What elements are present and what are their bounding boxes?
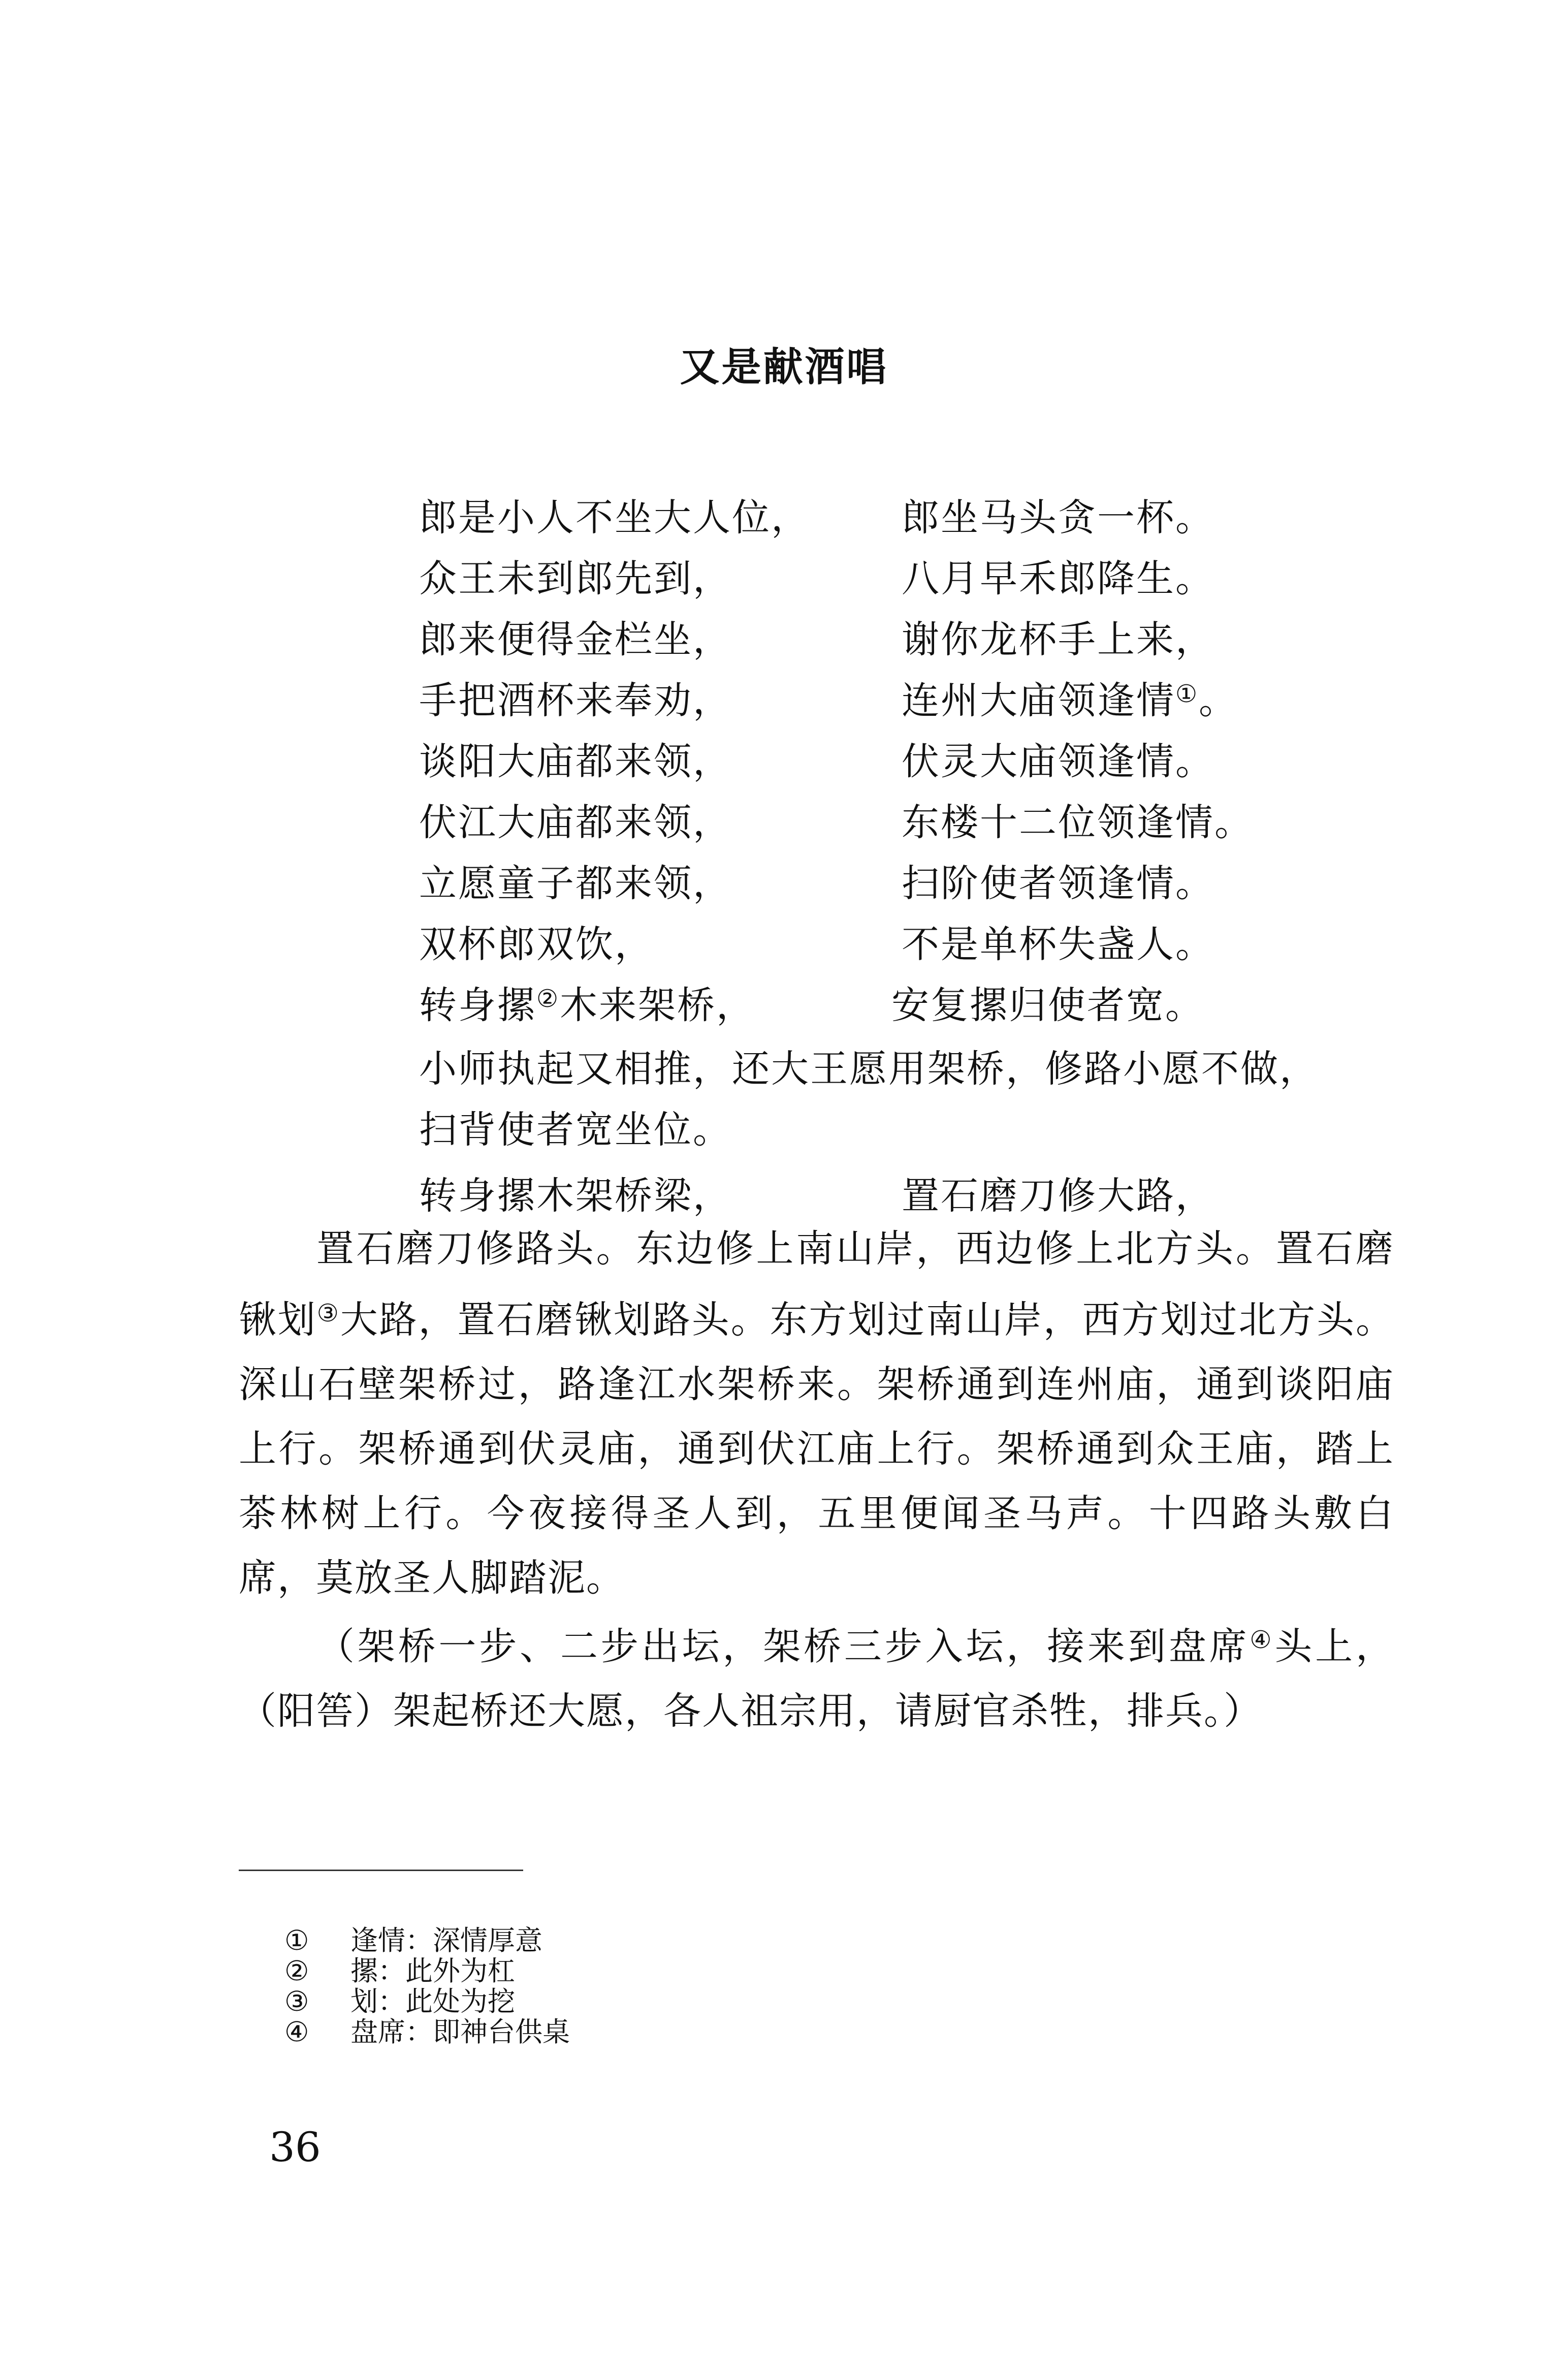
verse-right: 东楼十二位领逢情。: [902, 801, 1254, 844]
prose-line: 扫背使者宽坐位。: [419, 1108, 732, 1152]
verse-left-pre: 转身摞: [419, 984, 536, 1027]
footnote-text: 盘席：即神台供桌: [350, 2016, 570, 2048]
verse-left: 伏江大庙都来领，: [419, 801, 732, 844]
footnote-mark: ②: [284, 1955, 309, 1987]
verse-left: 谈阳大庙都来领，: [419, 740, 732, 783]
verse-left: 郎来便得金栏坐，: [419, 618, 732, 661]
verse-right: 置石磨刀修大路，: [902, 1174, 1214, 1218]
verse-line: [0, 549, 1568, 610]
verse-left: [419, 975, 755, 1029]
footnote-mark: ③: [284, 1985, 309, 2017]
footnote: [284, 1956, 515, 1986]
paragraph-text: 大路，置石磨锹划路头。东方划过南山岸，西方划过北方头。深山石壁架桥过，路逢江水架桥来。架桥通到连州庙，通到谈阳庙上行。架桥通到伏灵庙，通到伏江庙上行。架桥通到众王庙，踏上茶林树上行。今夜接得圣人到，五里便闻圣马声。十四路头敷白席，莫放圣人脚踏泥。: [239, 1298, 1395, 1600]
verse-left: 手把酒杯来奉劝，: [419, 679, 732, 722]
paragraph: [239, 1608, 1394, 1744]
footnote-text: 逢情：深情厚意: [350, 1924, 542, 1956]
paragraph-text: 头上，（阳筶）架起桥还大愿，各人祖宗用，请厨官杀牲，排兵。）: [239, 1625, 1395, 1733]
verse-right: 扫阶使者领逢情。: [902, 862, 1214, 905]
verse-left: 郎是小人不坐大人位，: [419, 496, 810, 540]
verse-line: [0, 671, 1568, 732]
verse-line: [0, 975, 1568, 1036]
verse-right-text: 连州大庙领逢情: [902, 679, 1175, 722]
paragraph-text: 置石磨刀修路头。东边修上南山岸，西边修上北方头。置石磨锹划: [239, 1227, 1394, 1342]
verse-right: 郎坐马头贪一杯。: [902, 496, 1214, 540]
verse-line: [0, 488, 1568, 549]
verse-right: 不是单杯失盏人。: [902, 923, 1214, 966]
section-title: 又是献酒唱: [680, 344, 888, 390]
verse-left: 立愿童子都来领，: [419, 862, 732, 905]
footnote-ref: ④: [1250, 1626, 1275, 1654]
verse-left: 众王未到郎先到，: [419, 557, 732, 600]
verse-left-post: 木来架桥，: [560, 984, 756, 1027]
verse-line: [0, 793, 1568, 853]
footnote-divider: [239, 1870, 523, 1871]
verse-left: 转身摞木架桥梁，: [419, 1174, 732, 1218]
verse-line: [0, 732, 1568, 793]
verse-right: 安复摞归使者宽。: [891, 984, 1204, 1027]
prose-line: 小师执起又相推，还大王愿用架桥，修路小愿不做，: [419, 1047, 1319, 1091]
verse-right: 伏灵大庙领逢情。: [902, 740, 1214, 783]
footnote-ref: ③: [316, 1299, 340, 1327]
footnote: [284, 1925, 542, 1956]
footnote-text: 划：此处为挖: [350, 1985, 515, 2017]
footnote: [284, 2017, 570, 2047]
verse-right: 八月早禾郎降生。: [902, 557, 1214, 600]
footnote-text: 摞：此外为杠: [350, 1955, 515, 1987]
verse-line: [0, 914, 1568, 975]
verse-right: 谢你龙杯手上来，: [902, 618, 1214, 661]
footnote-ref: ①: [1175, 680, 1199, 708]
footnote-ref: ②: [536, 985, 560, 1013]
page-number: 36: [269, 2124, 321, 2171]
verse-left: 双杯郎双饮，: [419, 923, 654, 966]
paragraph: [239, 1217, 1394, 1610]
paragraph-text: （架桥一步、二步出坛，架桥三步入坛，接来到盘席: [315, 1625, 1250, 1668]
footnote-mark: ①: [284, 1924, 309, 1956]
verse-right-tail: 。: [1199, 679, 1238, 722]
footnote: [284, 1986, 515, 2017]
verse-line: [0, 853, 1568, 914]
footnote-mark: ④: [284, 2016, 309, 2048]
verse-line: [0, 610, 1568, 671]
verse-right: [902, 671, 1238, 724]
